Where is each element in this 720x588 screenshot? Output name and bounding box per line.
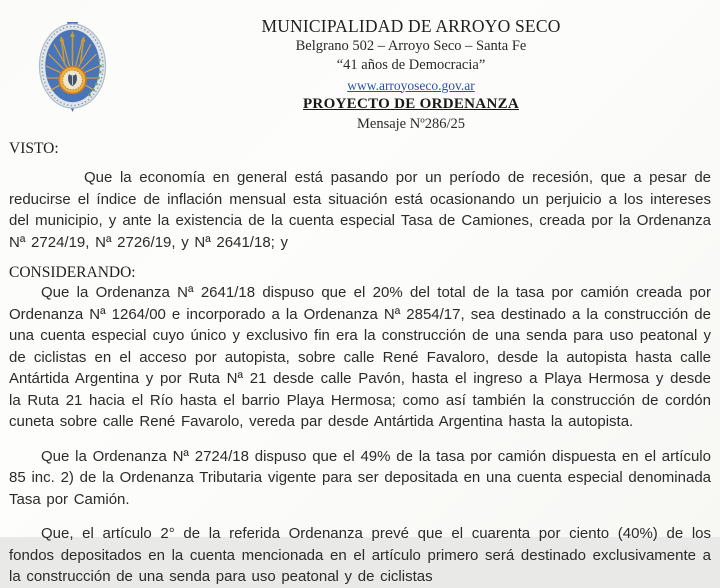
- document-type-title: PROYECTO DE ORDENANZA: [302, 96, 520, 112]
- section-label-visto: VISTO:: [9, 140, 59, 157]
- address-line: Belgrano 502 – Arroyo Seco – Santa Fe: [295, 37, 527, 54]
- paragraph-considerando-3: Que, el artículo 2° de la referida Ordenanza prevé que el cuarenta por ciento (40%) de los fondos depositados en la cuenta mencionada en el artículo primero será destinado exclusivamente a la construcción de una senda para uso peatonal y de ciclistas: [9, 525, 711, 585]
- motto-line: “41 años de Democracia”: [336, 57, 486, 73]
- website-link[interactable]: www.arroyoseco.gov.ar: [347, 77, 475, 93]
- paragraph-considerando-2: Que la Ordenanza Nª 2724/18 dispuso que el 49% de la tasa por camión dispuesta en el artículo 85 inc. 2) de la Ordenanza Tributaria vigente para ser depositada en una cuenta especial denominada Tasa por Camión.: [9, 447, 711, 508]
- paragraph-visto-1: Que la economía en general está pasando por un período de recesión, que a pesar de reducirse el índice de inflación mensual esta situación está ocasionando un perjuicio a los intereses del municipio, y ante la existencia de la cuenta especial Tasa de Camiones, creada por la Ordenanza Nª 2724/19, Nª 2726/19, y Nª 2641/18; y: [9, 169, 711, 251]
- letterhead: [0, 0, 720, 134]
- message-number: Mensaje Nº286/25: [357, 115, 465, 132]
- document-body: [0, 140, 720, 588]
- paragraph-considerando-1: Que la Ordenanza Nª 2641/18 dispuso que el 20% del total de la tasa por camión creada por Ordenanza Nª 1264/00 e incorporado a la Ordenanza Nª 2854/17, sea destinado a la construcción de una cuenta especial cuyo único y exclusivo fin era la construcción de una senda para uso peatonal y de ciclistas en el acceso por autopista, sobre calle René Favaloro, desde la autopista hasta calle Antártida Argentina y por Ruta Nª 21 desde calle Pavón, hasta el ingreso a Playa Hermosa y desde la Ruta 21 hacia el Río hasta el barrio Playa Hermosa; como así también la construcción de cordón cuneta sobre calle René Favarolo, vereda par desde Antártida Argentina hasta la autopista.: [9, 284, 711, 430]
- organization-name: MUNICIPALIDAD DE ARROYO SECO: [261, 16, 561, 36]
- coat-of-arms-icon: [37, 20, 108, 113]
- section-label-considerando: CONSIDERANDO:: [9, 264, 136, 281]
- letterhead-text: [116, 17, 706, 134]
